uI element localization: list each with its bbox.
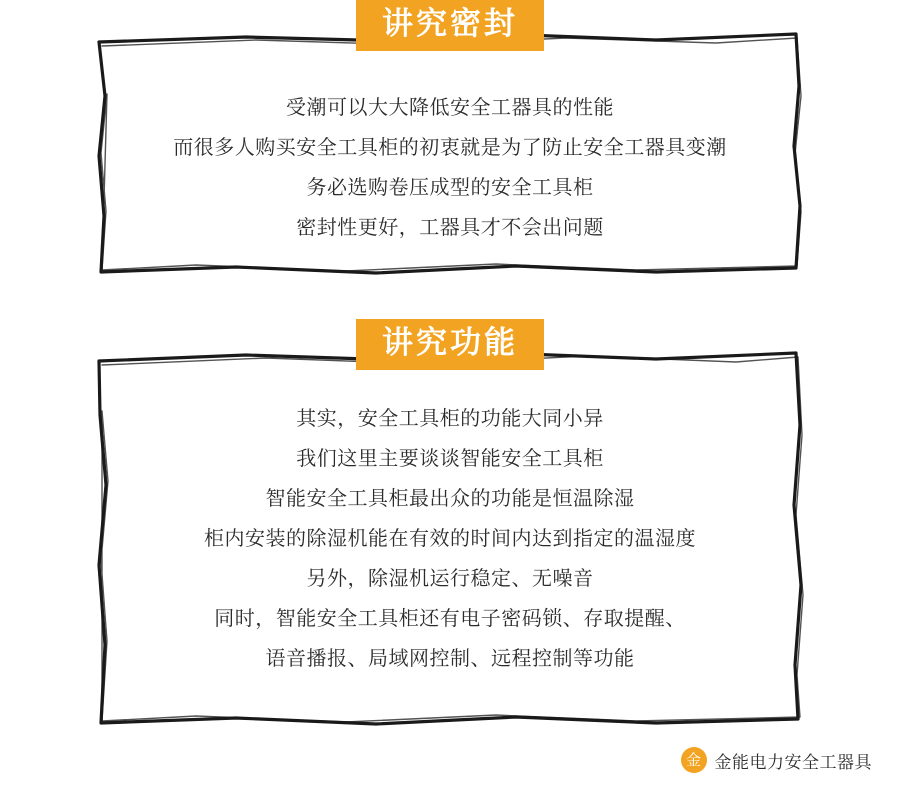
body-line: 务必选购卷压成型的安全工具柜	[306, 177, 594, 199]
body-line: 语音播报、局域网控制、远程控制等功能	[265, 648, 635, 670]
account-logo-icon: 金	[681, 747, 707, 773]
body-line: 我们这里主要谈谈智能安全工具柜	[296, 448, 604, 470]
section-title-function: 讲究功能	[356, 319, 544, 370]
body-line: 而很多人购买安全工具柜的初衷就是为了防止安全工器具变潮	[173, 137, 727, 159]
footer	[0, 747, 900, 773]
body-line: 受潮可以大大降低安全工器具的性能	[286, 97, 614, 119]
body-line: 其实，安全工具柜的功能大同小异	[296, 408, 604, 430]
section-body-function	[96, 345, 804, 679]
account-badge[interactable]	[681, 747, 873, 773]
section-body-sealing	[96, 26, 804, 248]
body-line: 智能安全工具柜最出众的功能是恒温除湿	[265, 488, 635, 510]
section-title-sealing: 讲究密封	[356, 0, 544, 51]
body-line: 柜内安装的除湿机能在有效的时间内达到指定的温湿度	[204, 528, 696, 550]
section-sealing	[96, 6, 804, 276]
account-name: 金能电力安全工器具	[714, 752, 872, 772]
body-line: 密封性更好，工器具才不会出问题	[296, 217, 604, 239]
body-line: 另外，除湿机运行稳定、无噪音	[306, 568, 594, 590]
section-function	[96, 325, 804, 727]
body-line: 同时，智能安全工具柜还有电子密码锁、存取提醒、	[214, 608, 686, 630]
